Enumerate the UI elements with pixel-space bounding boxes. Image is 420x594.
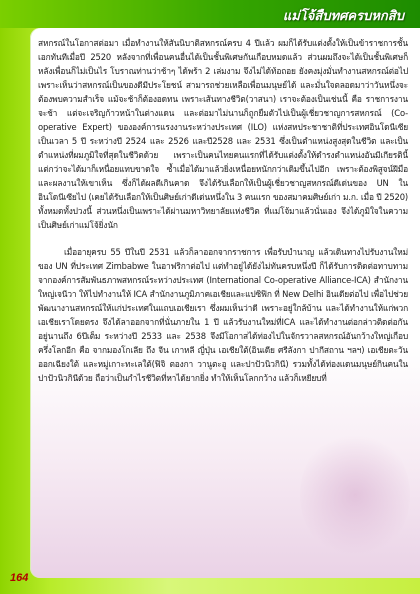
paragraph-1: สหกรณ์ในโอกาสต่อมา เมื่อทำงานให้สันนิบาติสหกรณ์ครบ 4 ปีแล้ว ผมก็ได้รับแต่งตั้งให้เป็นข้าราชการชั้นเอกทันทีเมื่อปี 2520 หลังจากที่เพื่อนคนอื่นได้เป็นชั้นพิเศษกันเกือบหมดแล้ว ส่วนผมถึงจะได้เป็นชั้นพิเศษก็หลังเพื่อนก็ไม่เป็นไร โบราณท่านว่าช้าๆ ได้พร้า 2 เล่มงาม จึงไม่ได้ท้อถอย ยังคงมุ่งมั่นทำงานสหกรณ์ต่อไป เพราะเห็นว่าสหกรณ์เป็นของดีมีประโยชน์ สามารถช่วยเหลือเพื่อนมนุษย์ได้ และมั่นใจตลอดมาว่าวันหนึ่งจะต้องพบความสำเร็จ แม้จะช้าก็ต้องอดทน เพราะเส้นทางชีวิต(วาสนา) เราจะต้องเป็นเช่นนี้ คือ ราชการงานจะช้า แต่จะเจริญก้าวหน้าในต่างแดน และต่อมาไม่นานก็ถูกยืมตัวไปเป็นผู้เชี่ยวชาญการสหกรณ์ (Co-operative Expert) ขององค์การแรงงานระหว่างประเทศ (ILO) แห่งสหประชาชาติที่ประเทศอินโดนีเซีย เป็นเวลา 5 ปี ระหว่างปี 2524 และ 2526 และปี2528 และ 2531 ซึ่งเป็นตำแหน่งสูงสุดในชีวิต และเป็นตำแหน่งที่ผมภูมิใจที่สุดในชีวิตด้วย เพราะเป็นคนไทยคนแรกที่ได้รับแต่งตั้งให้ดำรงตำแหน่งอันมีเกียรตินี้ แต่กว่าจะได้มาก็เหนื่อยแทบขาดใจ ซ้ำเมื่อได้มาแล้วยิ่งเหนื่อยหนักกว่าเดิมขึ้นไปอีก เพราะต้องพิสูจน์ฝีมือ และผลงานให้เขาเห็น ซึ่งก็ได้ผลดีเกินคาด จึงได้รับเลือกให้เป็นผู้เชี่ยวชาญสหกรณ์ดีเด่นของ UN ในอินโดนีเซียไป (เคยได้รับเลือกให้เป็นศิษย์เก่าดีเด่นหนึ่งใน 3 คนแรก ของสมาคมศิษย์เก่า ม.ก. เมื่อ ปี 2520) ทั้งหมดทั้งปวงนี้ ส่วนหนึ่งเป็นเพราะได้ผ่านมหาวิทยาลัยแห่งชีวิต ที่แม่โจ้มาแล้วนั่นเอง จึงได้ภูมิใจในความเป็นศิษย์เก่าแม่โจ้ยิ่งนัก [38, 38, 408, 230]
flower-decoration [300, 430, 410, 560]
header-bar [0, 0, 420, 28]
book-title: แม่โจ้สืบทศครบหกสิบ [282, 9, 404, 24]
body-text [38, 36, 408, 385]
paragraph-2: เมื่ออายุครบ 55 ปีในปี 2531 แล้วก็ลาออกจากราชการ เพื่อรับบำนาญ แล้วเดินทางไปรับงานใหม่ของ UN ที่ประเทศ Zimbabwe ในอาฟริกาต่อไป แต่ทำอยู่ได้ยังไม่ทันครบหนึ่งปี ก็ได้รับการติดต่อทาบทามจากองค์การสัมพันธภาพสหกรณ์ระหว่างประเทศ (International Co-operative Alliance-ICA) สำนักงานใหญ่เจนีวา ให้ไปทำงานให้ ICA สำนักงานภูมิภาคเอเชียและแปซิฟิก ที่ New Delhi อินเดียต่อไป เพื่อไปช่วยพัฒนางานสหกรณ์ให้แก่ประเทศในแถบเอเชียเรา ซึ่งผมเห็นว่าดี เพราะอยู่ใกล้บ้าน และได้ทำงานให้แก่พวกเอเชียเราโดยตรง จึงได้ลาออกจากที่นั่นภายใน 1 ปี แล้วรับงานใหม่ที่ICA และได้ทำงานต่อกล่าวติดต่อกันอยู่นานถึง 6ปีเต็ม ระหว่างปี 2533 และ 2538 จึงมีโอกาสได้ท่องไปในจักรวาลสหกรณ์อันกว้างใหญ่เกือบครึ่งโลกอีก คือ จากมองโกเลีย ถึง จีน เกาหลี ญี่ปุ่น เอเชียใต้(อินเดีย ศรีลังกา ปากีสถาน ฯลฯ) เอเชียตะวันออกเฉียงใต้ และหมู่เกาะทะเลใต้(ฟิจิ ตองกา วานูตะอู และปาปัวนิวกินี) รวมทั้งได้ท่องแดนมนุษย์กินคนในปาปัวนิวกินีด้วย ถือว่าเป็นกำไรชีวิตที่หาได้ยากยิ่ง ทำให้เห็นโลกกว้าง แล้วก็เหยียบที่ [38, 247, 408, 383]
page-number: 164 [10, 572, 29, 584]
